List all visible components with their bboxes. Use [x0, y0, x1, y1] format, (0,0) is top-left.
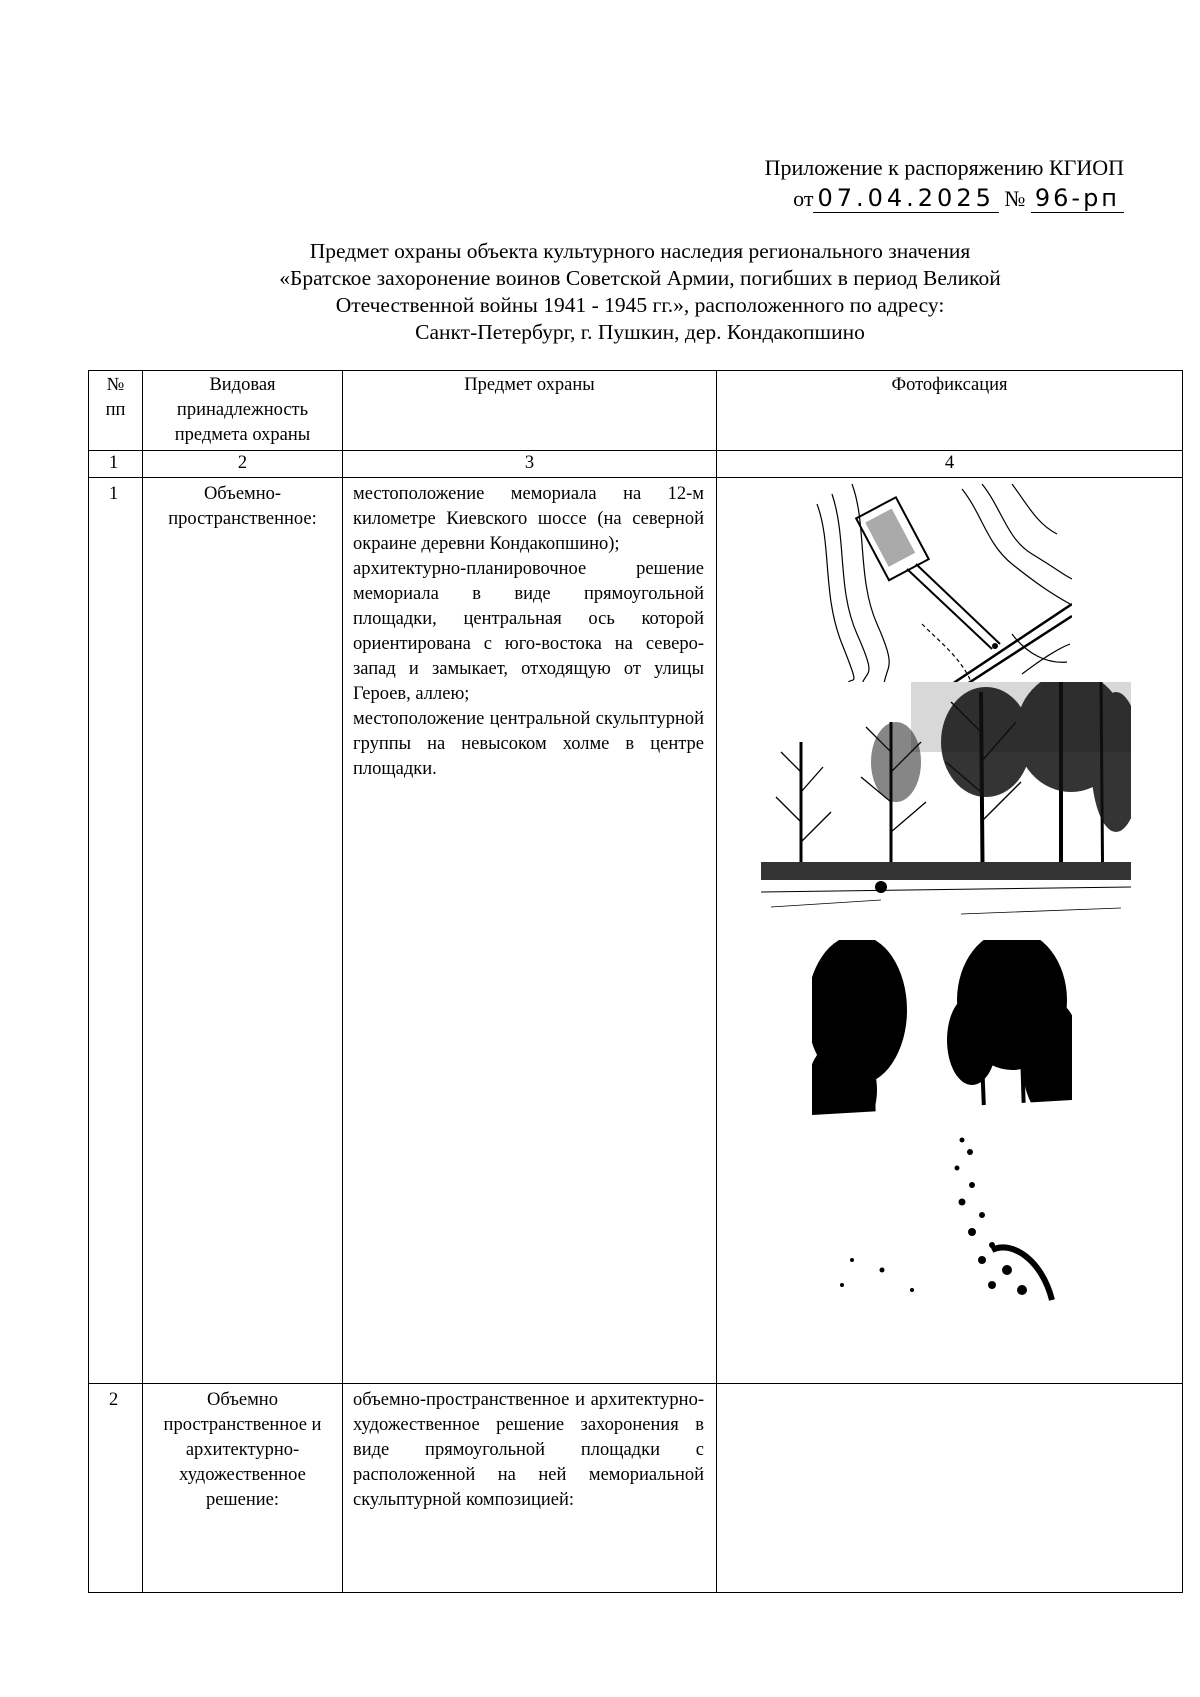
date-prefix: от — [793, 186, 814, 211]
subject-item: архитектурно-планировочное решение мемориала в виде прямоугольной площадки, центральная ось которой ориентирована с юго-востока на северо-запад и замыкает, отходящую от улицы Героев, аллею; — [353, 559, 704, 704]
column-index: 2 — [143, 451, 343, 478]
row-photos-empty — [717, 1384, 1183, 1593]
column-index: 1 — [89, 451, 143, 478]
handwritten-number: 96-рп — [1031, 184, 1124, 213]
subject-item: местоположение мемориала на 12-м километре Киевского шоссе (на северной окраине деревни Кондакопшино); — [353, 484, 704, 554]
number-prefix: № — [1004, 186, 1026, 211]
row-subjects — [343, 1384, 717, 1593]
title-line: «Братское захоронение воинов Советской Армии, погибших в период Великой — [279, 266, 1001, 290]
column-index-row — [89, 451, 1183, 478]
appendix-header — [765, 154, 1124, 213]
subject-item: объемно-пространственное и архитектурно-художественное решение захоронения в виде прямоугольной площадки с расположенной на ней мемориальной скульптурной композицией: — [353, 1390, 704, 1510]
snowy-alley-photo-icon — [812, 940, 1072, 1312]
handwritten-date: 07.04.2025 — [813, 184, 998, 213]
header-subject: Предмет охраны — [343, 371, 717, 451]
row-subjects — [343, 478, 717, 1384]
column-index: 3 — [343, 451, 717, 478]
row-kind: Объемно-пространственное: — [143, 478, 343, 1384]
protection-subject-table — [88, 370, 1183, 1593]
header-number: № пп — [89, 371, 143, 451]
appendix-date-number — [765, 184, 1124, 213]
title-line: Отечественной войны 1941 - 1945 гг.», расположенного по адресу: — [335, 293, 945, 317]
table-row — [89, 478, 1183, 1384]
row-photos — [717, 478, 1183, 1384]
subject-item: местоположение центральной скульптурной группы на невысоком холме в центре площадки. — [353, 709, 704, 779]
document-title — [180, 238, 1100, 346]
row-kind: Объемно пространственное и архитектурно-художественное решение: — [143, 1384, 343, 1593]
table-header-row — [89, 371, 1183, 451]
column-index: 4 — [717, 451, 1183, 478]
row-number: 1 — [89, 478, 143, 1384]
appendix-title: Приложение к распоряжению КГИОП — [764, 155, 1124, 180]
topographic-map-icon — [812, 484, 1072, 684]
header-kind: Видовая принадлежность предмета охраны — [143, 371, 343, 451]
title-line: Санкт-Петербург, г. Пушкин, дер. Кондакопшино — [415, 320, 865, 344]
title-line: Предмет охраны объекта культурного наследия регионального значения — [309, 239, 971, 263]
table-row — [89, 1384, 1183, 1593]
row-number: 2 — [89, 1384, 143, 1593]
winter-trees-photo-icon — [761, 682, 1131, 932]
header-photo: Фотофиксация — [717, 371, 1183, 451]
